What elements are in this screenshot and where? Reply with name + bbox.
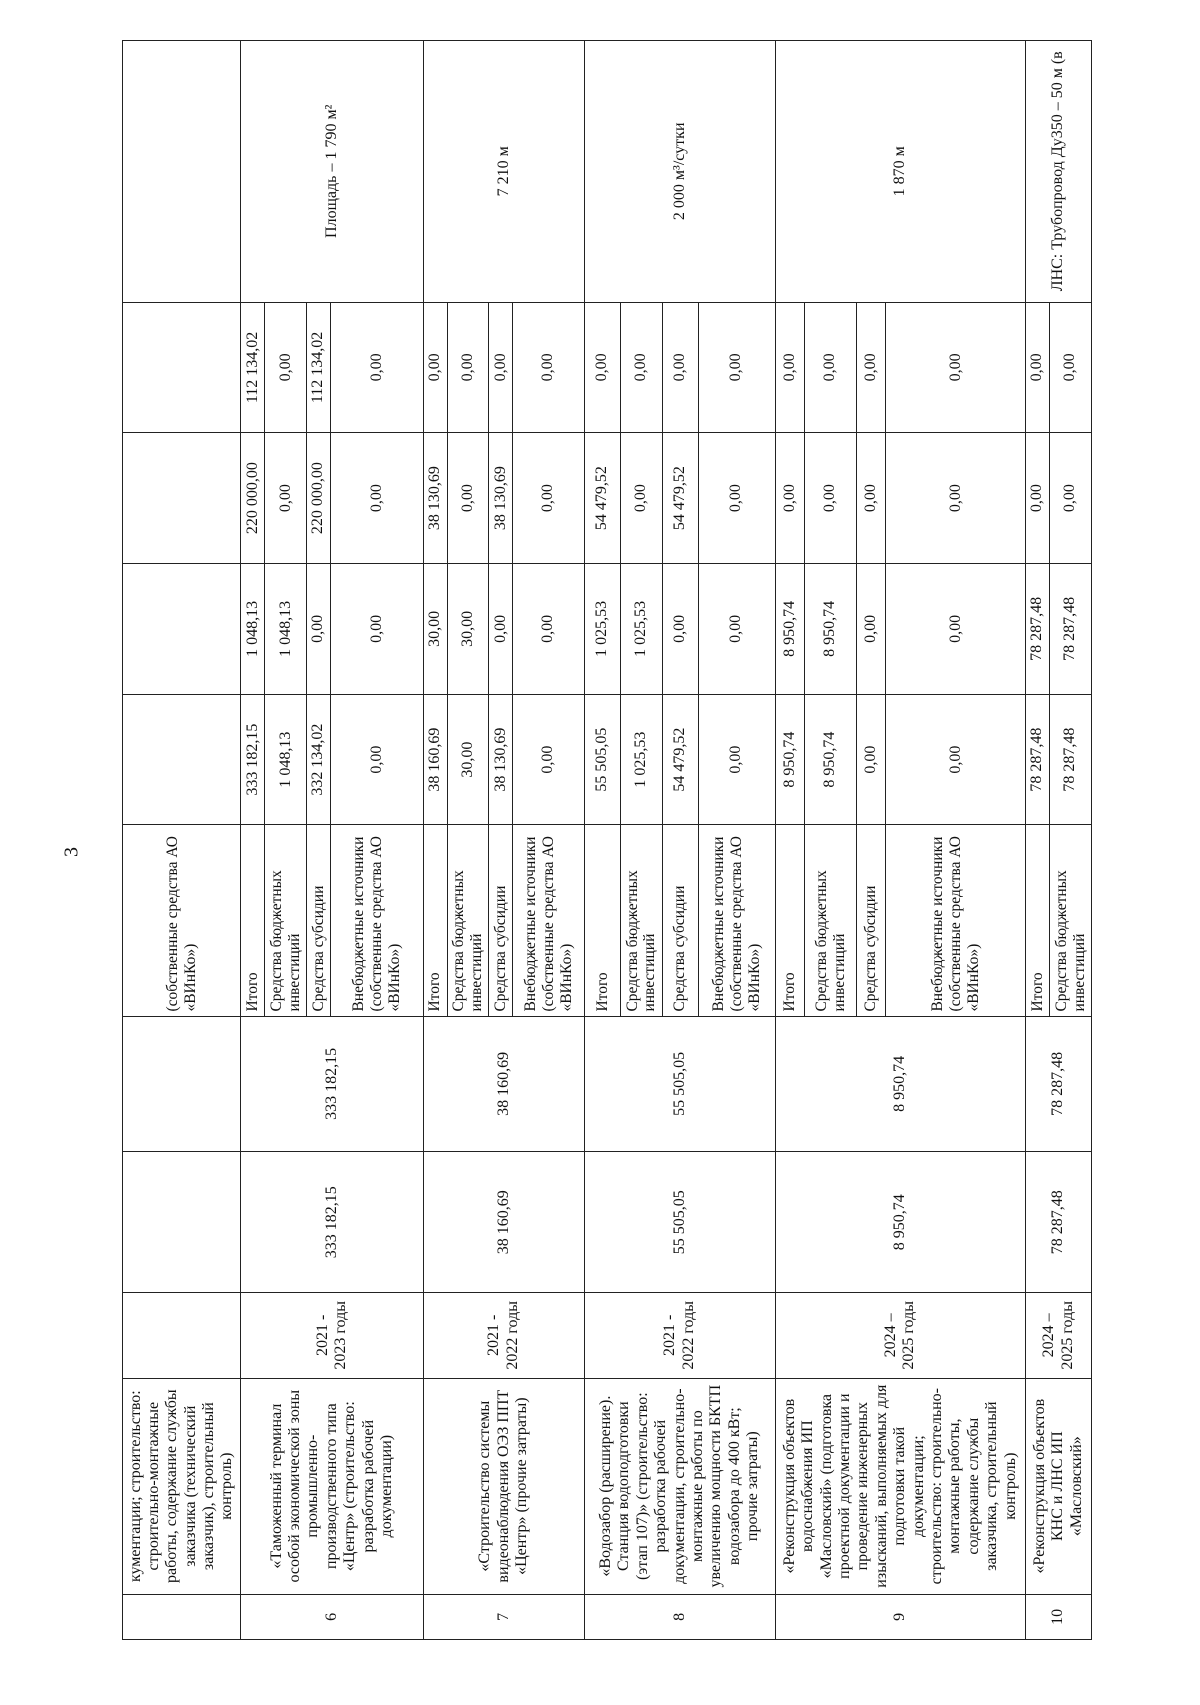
funding-year-1: 0,00 <box>331 564 423 695</box>
funding-year-1: 0,00 <box>307 564 331 695</box>
funding-total: 8 950,74 <box>775 694 805 825</box>
funding-total: 8 950,74 <box>805 694 857 825</box>
table-row <box>423 41 447 1640</box>
funding-year-2: 0,00 <box>886 433 1026 564</box>
funding-source: Итого <box>1026 825 1050 1016</box>
funding-year-1: 8 950,74 <box>775 564 805 695</box>
funding-total: 78 287,48 <box>1026 694 1050 825</box>
rotated-table-wrapper <box>122 40 1092 1640</box>
funding-year-2: 38 130,69 <box>489 433 513 564</box>
funding-year-1: 0,00 <box>513 564 585 695</box>
funding-year-1: 78 287,48 <box>1050 564 1092 695</box>
funding-year-3: 0,00 <box>805 302 857 433</box>
capacity <box>123 41 241 303</box>
object-name: «Реконструкция объектов водоснабжения ИП «Масловский» (подготовка проектной документации и проведение инженерных изысканий, выполняемых для подготовки такой документации; строительство: строительно-монтажные работы, содержание службы заказчика, строительный контроль) <box>775 1378 1026 1594</box>
funding-year-3: 0,00 <box>1026 302 1050 433</box>
funding-year-1: 0,00 <box>856 564 886 695</box>
remaining-cost: 38 160,69 <box>423 1016 585 1152</box>
funding-year-1: 0,00 <box>662 564 698 695</box>
row-number <box>123 1594 241 1639</box>
funding-total: 0,00 <box>331 694 423 825</box>
funding-year-1: 78 287,48 <box>1026 564 1050 695</box>
funding-year-3 <box>123 302 241 433</box>
remaining-cost: 78 287,48 <box>1026 1016 1092 1152</box>
funding-year-1: 1 048,13 <box>241 564 265 695</box>
funding-year-2: 0,00 <box>775 433 805 564</box>
funding-year-2: 54 479,52 <box>585 433 621 564</box>
funding-year-3: 0,00 <box>1050 302 1092 433</box>
funding-year-2: 0,00 <box>447 433 489 564</box>
investment-table <box>122 40 1092 1640</box>
implementation-period: 2021 - 2022 годы <box>585 1293 776 1378</box>
funding-source: Внебюджетные источники (собственные средства АО «ВИнКо») <box>698 825 775 1016</box>
funding-source: Внебюджетные источники (собственные средства АО «ВИнКо») <box>331 825 423 1016</box>
funding-year-3: 0,00 <box>513 302 585 433</box>
table-row <box>123 41 241 1640</box>
funding-year-3: 0,00 <box>775 302 805 433</box>
funding-year-2: 0,00 <box>265 433 307 564</box>
funding-year-3: 0,00 <box>585 302 621 433</box>
total-cost <box>123 1152 241 1293</box>
funding-year-3: 0,00 <box>489 302 513 433</box>
table-row <box>585 41 621 1640</box>
funding-total: 54 479,52 <box>662 694 698 825</box>
funding-year-3: 0,00 <box>698 302 775 433</box>
funding-year-2: 0,00 <box>620 433 662 564</box>
funding-total: 333 182,15 <box>241 694 265 825</box>
row-number: 8 <box>585 1594 776 1639</box>
total-cost: 8 950,74 <box>775 1152 1026 1293</box>
funding-source: Средства бюджетных инвестиций <box>620 825 662 1016</box>
funding-year-2: 0,00 <box>698 433 775 564</box>
row-number: 7 <box>423 1594 585 1639</box>
funding-year-3: 112 134,02 <box>307 302 331 433</box>
funding-year-2 <box>123 433 241 564</box>
total-cost: 333 182,15 <box>241 1152 423 1293</box>
funding-year-1: 0,00 <box>698 564 775 695</box>
funding-year-2: 0,00 <box>1026 433 1050 564</box>
funding-total: 0,00 <box>856 694 886 825</box>
funding-year-1: 30,00 <box>447 564 489 695</box>
funding-year-2: 220 000,00 <box>241 433 265 564</box>
funding-year-1 <box>123 564 241 695</box>
row-number: 10 <box>1026 1594 1092 1639</box>
capacity: 2 000 м³/сутки <box>585 41 776 303</box>
capacity: ЛНС: Трубопровод Ду350 – 50 м (в <box>1026 41 1092 303</box>
funding-year-3: 0,00 <box>331 302 423 433</box>
funding-source: Средства бюджетных инвестиций <box>447 825 489 1016</box>
funding-year-3: 0,00 <box>662 302 698 433</box>
capacity: 7 210 м <box>423 41 585 303</box>
funding-year-2: 54 479,52 <box>662 433 698 564</box>
table-row <box>775 41 805 1640</box>
funding-source: Средства бюджетных инвестиций <box>1050 825 1092 1016</box>
remaining-cost <box>123 1016 241 1152</box>
funding-year-3: 0,00 <box>423 302 447 433</box>
remaining-cost: 333 182,15 <box>241 1016 423 1152</box>
implementation-period: 2021 - 2022 годы <box>423 1293 585 1378</box>
funding-year-1: 1 048,13 <box>265 564 307 695</box>
implementation-period: 2024 – 2025 годы <box>1026 1293 1092 1378</box>
funding-total: 0,00 <box>886 694 1026 825</box>
funding-year-1: 1 025,53 <box>620 564 662 695</box>
table-row <box>241 41 265 1640</box>
funding-total: 0,00 <box>698 694 775 825</box>
funding-source: Внебюджетные источники (собственные средства АО «ВИнКо») <box>513 825 585 1016</box>
funding-year-2: 0,00 <box>805 433 857 564</box>
implementation-period: 2024 – 2025 годы <box>775 1293 1026 1378</box>
funding-year-1: 1 025,53 <box>585 564 621 695</box>
funding-year-2: 220 000,00 <box>307 433 331 564</box>
funding-year-2: 0,00 <box>513 433 585 564</box>
capacity: 1 870 м <box>775 41 1026 303</box>
funding-total <box>123 694 241 825</box>
row-number: 6 <box>241 1594 423 1639</box>
funding-year-2: 0,00 <box>1050 433 1092 564</box>
funding-total: 332 134,02 <box>307 694 331 825</box>
funding-source: Средства субсидии <box>856 825 886 1016</box>
funding-year-3: 112 134,02 <box>241 302 265 433</box>
funding-source: Средства бюджетных инвестиций <box>265 825 307 1016</box>
funding-source: Итого <box>423 825 447 1016</box>
funding-year-1: 0,00 <box>886 564 1026 695</box>
funding-total: 1 025,53 <box>620 694 662 825</box>
funding-source: Итого <box>241 825 265 1016</box>
page-number: 3 <box>60 847 83 857</box>
total-cost: 38 160,69 <box>423 1152 585 1293</box>
object-name: кументации; строительство: строительно-монтажные работы, содержание службы заказчика (технический заказчик), строительный контроль) <box>123 1378 241 1594</box>
funding-year-3: 0,00 <box>856 302 886 433</box>
funding-total: 55 505,05 <box>585 694 621 825</box>
funding-total: 30,00 <box>447 694 489 825</box>
object-name: «Строительство системы видеонаблюдения ОЭЗ ППТ «Центр» (прочие затраты) <box>423 1378 585 1594</box>
funding-year-3: 0,00 <box>265 302 307 433</box>
funding-year-3: 0,00 <box>886 302 1026 433</box>
funding-year-1: 8 950,74 <box>805 564 857 695</box>
funding-year-2: 0,00 <box>331 433 423 564</box>
funding-source: Итого <box>775 825 805 1016</box>
remaining-cost: 55 505,05 <box>585 1016 776 1152</box>
implementation-period: 2021 - 2023 годы <box>241 1293 423 1378</box>
funding-source: Внебюджетные источники (собственные средства АО «ВИнКо») <box>886 825 1026 1016</box>
funding-source: Итого <box>585 825 621 1016</box>
object-name: «Таможенный терминал особой экономической зоны промышленно-производственного типа «Центр» (строительство: разработка рабочей документации) <box>241 1378 423 1594</box>
total-cost: 78 287,48 <box>1026 1152 1092 1293</box>
capacity: Площадь – 1 790 м² <box>241 41 423 303</box>
funding-year-2: 38 130,69 <box>423 433 447 564</box>
funding-year-3: 0,00 <box>447 302 489 433</box>
funding-source: Средства субсидии <box>307 825 331 1016</box>
funding-source: Средства субсидии <box>489 825 513 1016</box>
funding-year-3: 0,00 <box>620 302 662 433</box>
funding-total: 78 287,48 <box>1050 694 1092 825</box>
funding-total: 0,00 <box>513 694 585 825</box>
funding-year-1: 0,00 <box>489 564 513 695</box>
funding-source: Средства бюджетных инвестиций <box>805 825 857 1016</box>
funding-source: (собственные средства АО «ВИнКо») <box>123 825 241 1016</box>
table-body <box>123 41 1092 1640</box>
remaining-cost: 8 950,74 <box>775 1016 1026 1152</box>
object-name: «Водозабор (расширение). Станция водоподготовки (этап 107)» (строительство: разработка рабочей документации, строительно-монтажные работы по увеличению мощности БКТП водозабора до 400 кВт; прочие затраты) <box>585 1378 776 1594</box>
funding-total: 38 160,69 <box>423 694 447 825</box>
funding-total: 38 130,69 <box>489 694 513 825</box>
funding-year-1: 30,00 <box>423 564 447 695</box>
funding-year-2: 0,00 <box>856 433 886 564</box>
implementation-period <box>123 1293 241 1378</box>
table-row <box>1026 41 1050 1640</box>
funding-total: 1 048,13 <box>265 694 307 825</box>
funding-source: Средства субсидии <box>662 825 698 1016</box>
total-cost: 55 505,05 <box>585 1152 776 1293</box>
object-name: «Реконструкция объектов КНС и ЛНС ИП «Масловский» <box>1026 1378 1092 1594</box>
row-number: 9 <box>775 1594 1026 1639</box>
